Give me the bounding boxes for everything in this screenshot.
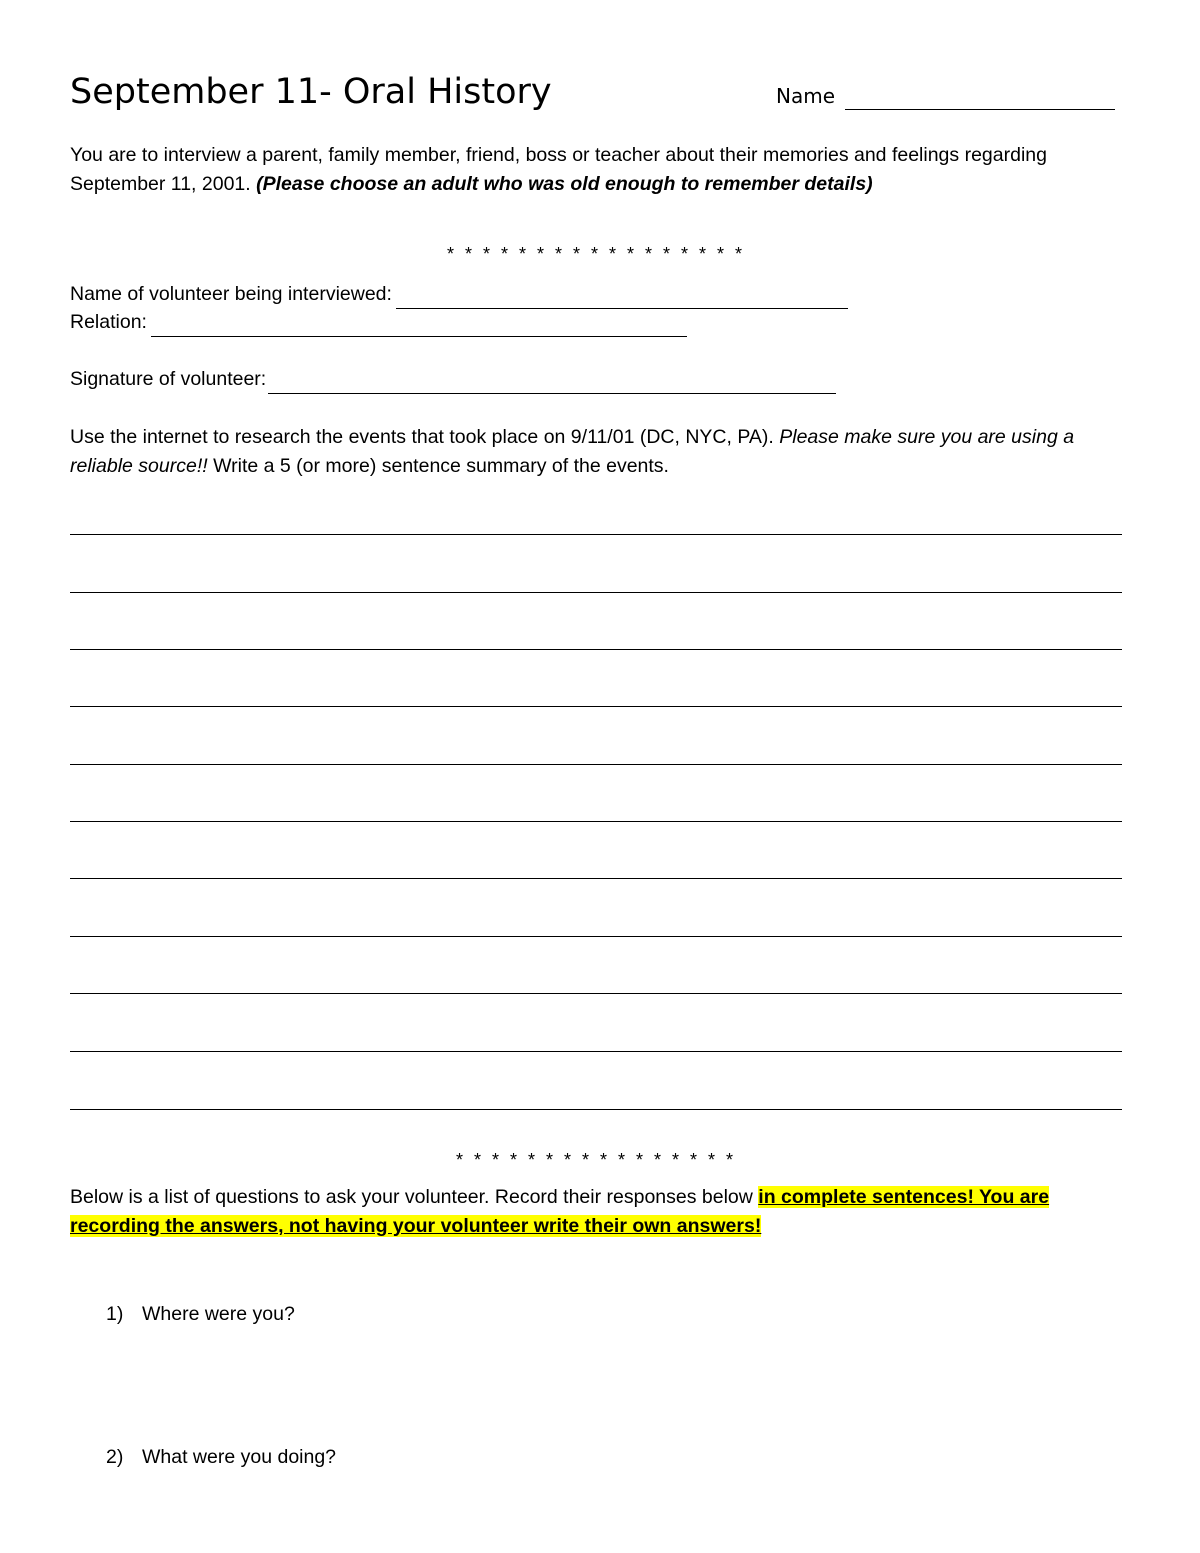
summary-line[interactable] — [70, 1109, 1122, 1110]
summary-line[interactable] — [70, 764, 1122, 765]
instructions-paragraph — [70, 1183, 1122, 1241]
question-number: 1) — [106, 1303, 124, 1325]
relation-blank[interactable] — [151, 316, 687, 337]
relation-row — [70, 308, 687, 337]
worksheet-page — [70, 0, 1122, 1553]
separator-bottom: * * * * * * * * * * * * * * * * — [455, 1150, 737, 1170]
summary-line[interactable] — [70, 649, 1122, 650]
question-number: 2) — [106, 1446, 124, 1468]
intro-emphasis: (Please choose an adult who was old enough to remember details) — [256, 173, 873, 195]
summary-line[interactable] — [70, 821, 1122, 822]
summary-line[interactable] — [70, 878, 1122, 879]
summary-line[interactable] — [70, 534, 1122, 535]
student-name-field — [776, 82, 1115, 110]
header — [70, 70, 1122, 116]
research-paragraph — [70, 423, 1122, 481]
volunteer-name-row — [70, 280, 848, 309]
intro-text: You are to interview a parent, family member, friend, boss or teacher about their memories and feelings regarding September 11, 2001. — [70, 144, 1047, 195]
question-item — [106, 1300, 295, 1329]
question-item — [106, 1443, 336, 1472]
name-blank-line[interactable] — [845, 87, 1115, 110]
question-text: What were you doing? — [142, 1446, 337, 1468]
name-label: Name — [776, 84, 836, 108]
question-text: Where were you? — [142, 1303, 295, 1325]
intro-paragraph — [70, 141, 1122, 199]
signature-label: Signature of volunteer: — [70, 368, 267, 390]
separator-top: * * * * * * * * * * * * * * * * * — [446, 244, 746, 264]
research-text-start: Use the internet to research the events that took place on 9/11/01 (DC, NYC, PA). — [70, 426, 780, 448]
relation-label: Relation: — [70, 311, 147, 333]
instructions-highlighted: in complete sentences! You are recording the answers, not having your volunteer write their own answers! — [70, 1186, 1050, 1237]
research-text-italic: Please make sure you are using a reliable source!! — [70, 426, 1075, 477]
signature-row — [70, 365, 836, 394]
summary-line[interactable] — [70, 592, 1122, 593]
volunteer-name-blank[interactable] — [396, 288, 848, 309]
summary-line[interactable] — [70, 706, 1122, 707]
instructions-text: Below is a list of questions to ask your volunteer. Record their responses below — [70, 1186, 759, 1208]
summary-line[interactable] — [70, 936, 1122, 937]
signature-blank[interactable] — [268, 373, 836, 394]
summary-line[interactable] — [70, 993, 1122, 994]
summary-line[interactable] — [70, 1051, 1122, 1052]
page-title: September 11- Oral History — [70, 72, 552, 112]
research-text-end: Write a 5 (or more) sentence summary of the events. — [207, 455, 669, 477]
volunteer-name-label: Name of volunteer being interviewed: — [70, 283, 392, 305]
